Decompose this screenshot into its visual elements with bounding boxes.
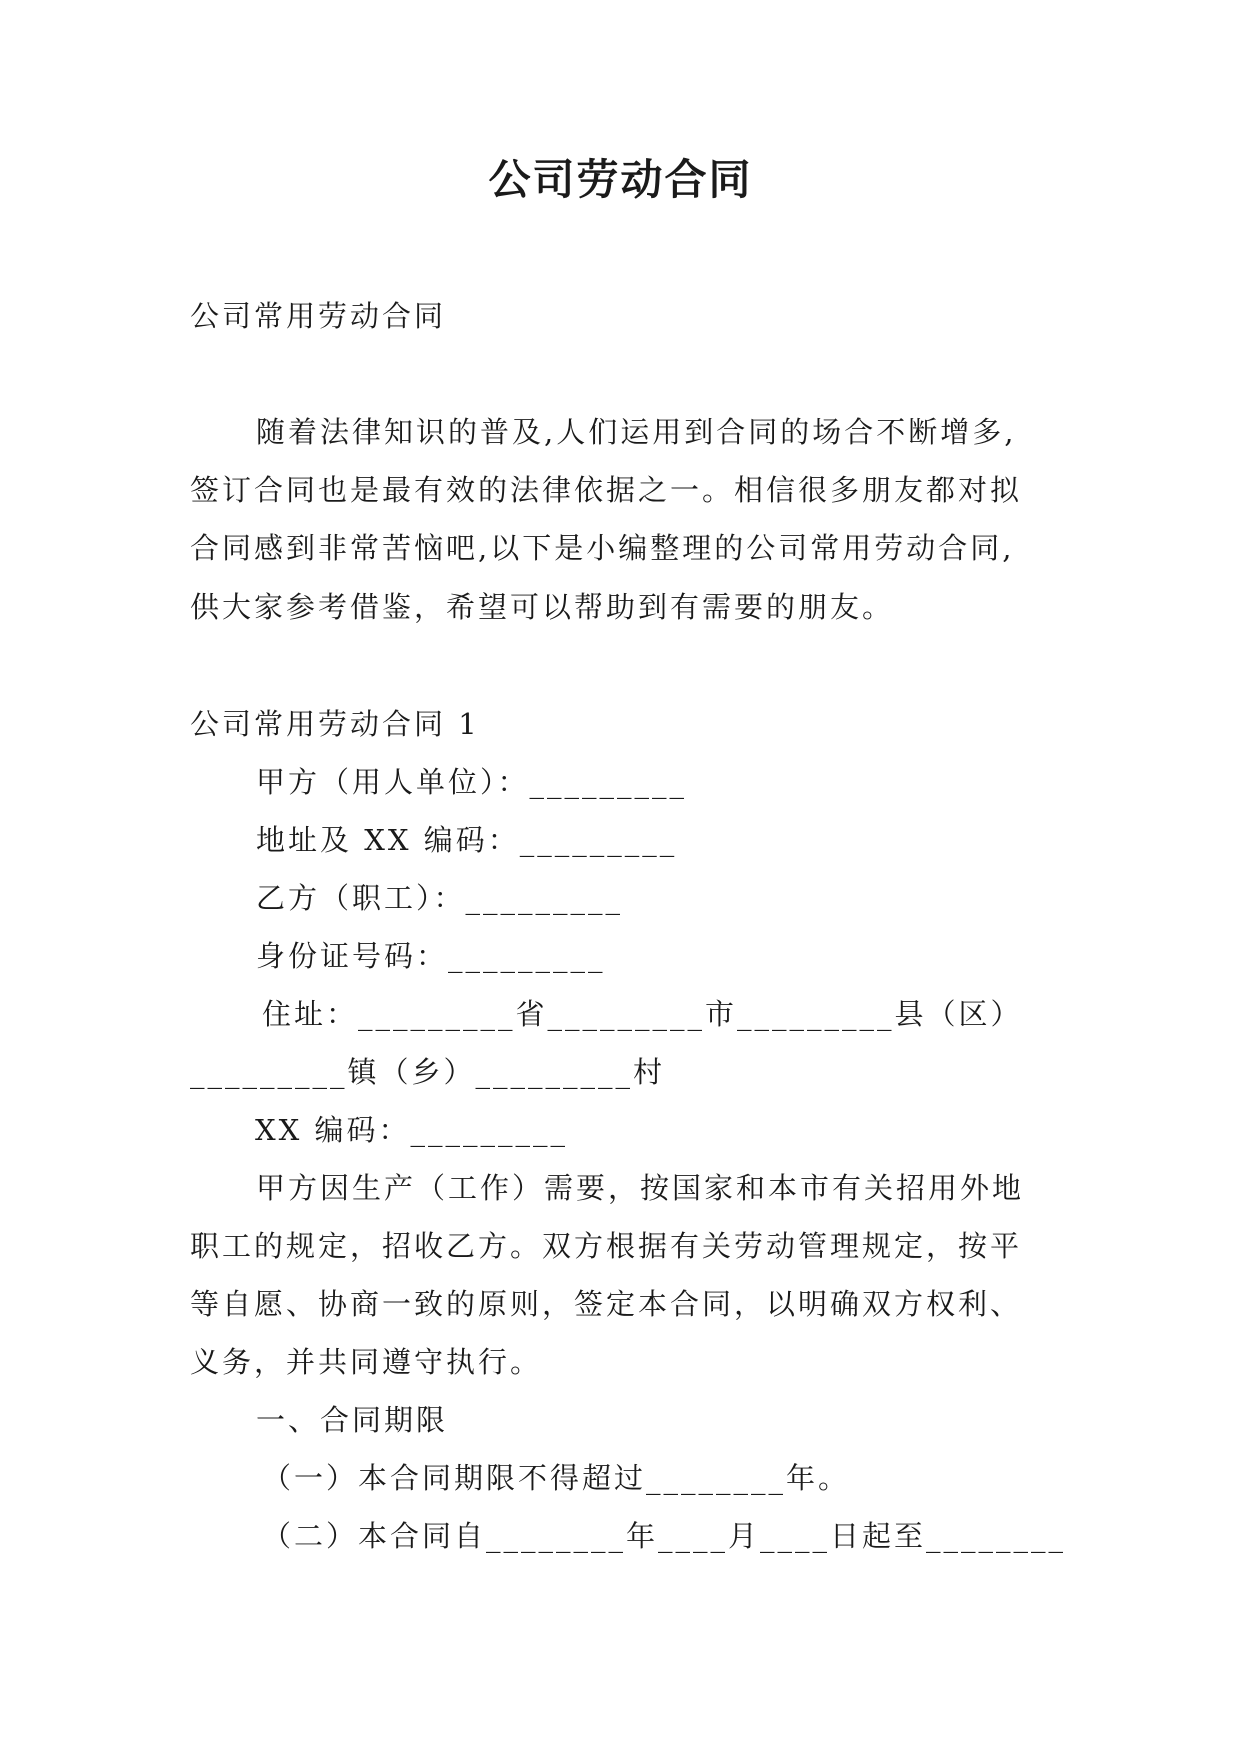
field-residence-line-1: 住址：_________省_________市_________县（区）: [262, 997, 1023, 1031]
section-1-item-1: （一）本合同期限不得超过________年。: [262, 1461, 851, 1495]
field-postal-code: XX 编码：_________: [255, 1113, 569, 1147]
preamble-line-4: 义务，并共同遵守执行。: [190, 1345, 543, 1379]
intro-line-3: 合同感到非常苦恼吧,以下是小编整理的公司常用劳动合同,: [190, 531, 1015, 565]
field-party-a: 甲方（用人单位）：_________: [256, 765, 688, 799]
intro-line-4: 供大家参考借鉴，希望可以帮助到有需要的朋友。: [190, 590, 895, 624]
intro-line-2: 签订合同也是最有效的法律依据之一。相信很多朋友都对拟: [190, 473, 1023, 507]
field-id-number: 身份证号码：_________: [256, 939, 606, 973]
document-title: 公司劳动合同: [488, 155, 753, 204]
preamble-line-3: 等自愿、协商一致的原则，签定本合同，以明确双方权利、: [190, 1287, 1023, 1321]
field-party-b: 乙方（职工）：_________: [256, 881, 624, 915]
intro-line-1: 随着法律知识的普及,人们运用到合同的场合不断增多,: [256, 415, 1017, 449]
document-subtitle: 公司常用劳动合同: [190, 299, 447, 333]
section-1-item-2: （二）本合同自________年____月____日起至________: [262, 1519, 1067, 1553]
preamble-line-2: 职工的规定，招收乙方。双方根据有关劳动管理规定，按平: [190, 1229, 1023, 1263]
preamble-line-1: 甲方因生产（工作）需要，按国家和本市有关招用外地: [256, 1171, 1025, 1205]
field-address-code: 地址及 XX 编码：_________: [256, 823, 678, 857]
field-residence-line-2: _________镇（乡）_________村: [190, 1055, 666, 1089]
section-1-heading: 一、合同期限: [256, 1403, 449, 1437]
contract-heading: 公司常用劳动合同 1: [190, 707, 480, 741]
